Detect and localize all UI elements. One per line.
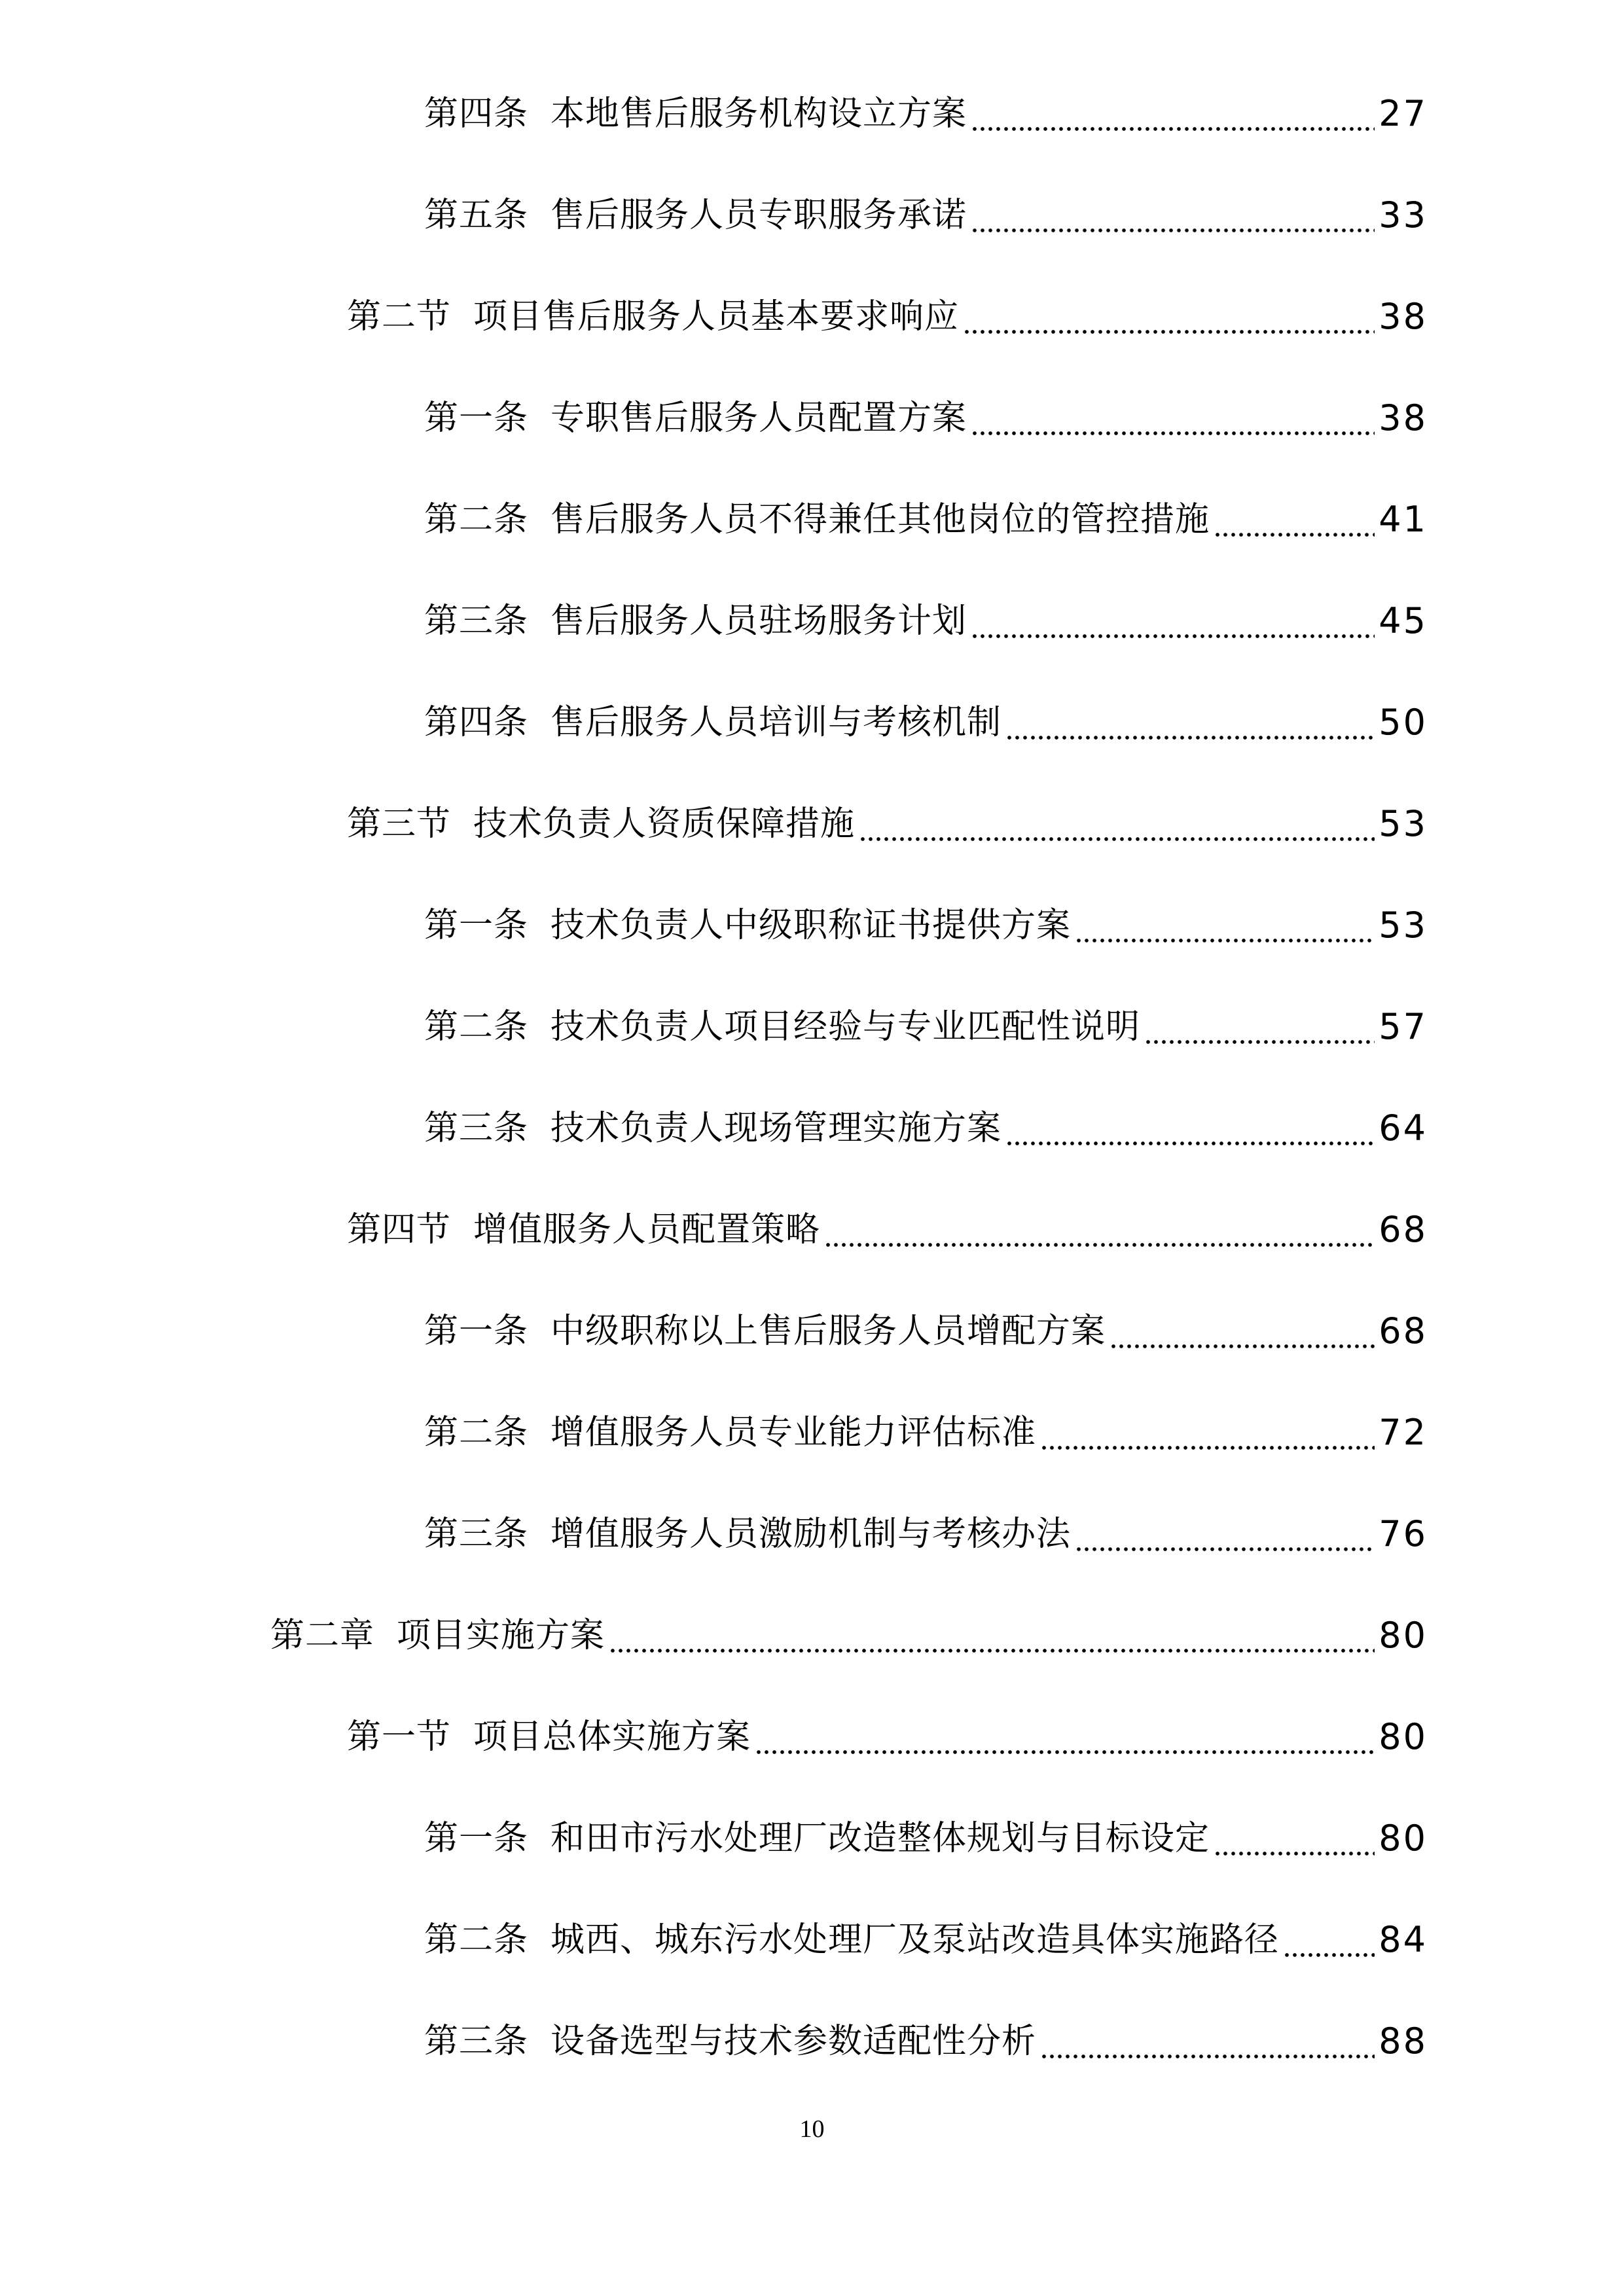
toc-entry-page-number: 68 — [1379, 1209, 1428, 1250]
toc-entry-label: 第三条 — [424, 1515, 529, 1554]
toc-entry-page-number: 76 — [1379, 1513, 1428, 1554]
toc-entry-text — [424, 88, 967, 140]
toc-entry-text — [424, 2015, 1036, 2068]
page-number-footer: 10 — [799, 2115, 825, 2143]
toc-entry-label: 第四条 — [424, 703, 529, 742]
dot-leader — [971, 392, 1375, 444]
toc-entry-title: 技术负责人中级职称证书提供方案 — [550, 906, 1072, 945]
dot-leader — [1075, 899, 1375, 952]
dot-leader — [1214, 1812, 1375, 1865]
toc-entry-title: 售后服务人员培训与考核机制 — [550, 703, 1002, 742]
toc-entry-title: 增值服务人员配置策略 — [473, 1210, 821, 1249]
toc-entry-page-number: 45 — [1379, 600, 1428, 641]
toc-entry-text — [347, 798, 855, 850]
toc-entry-label: 第三节 — [347, 804, 452, 844]
toc-entry-page-number: 33 — [1379, 194, 1428, 236]
toc-entry-page-number: 80 — [1379, 1615, 1428, 1656]
toc-entry-page-number: 84 — [1379, 1919, 1428, 1960]
toc-entry-text — [270, 1609, 605, 1662]
toc-entry-label: 第三条 — [424, 601, 529, 641]
toc-entry-title: 售后服务人员专职服务承诺 — [550, 196, 967, 235]
toc-entry-label: 第一条 — [424, 1312, 529, 1351]
toc-entry-label: 第二章 — [270, 1616, 375, 1655]
toc-entry-label: 第二条 — [424, 1413, 529, 1452]
toc-entry-label: 第一条 — [424, 399, 529, 438]
dot-leader — [1005, 696, 1375, 749]
toc-entry-label: 第二条 — [424, 1920, 529, 1960]
toc-entry-label: 第一节 — [347, 1717, 452, 1757]
toc-entry-text — [424, 1407, 1036, 1459]
toc-entry-page-number: 72 — [1379, 1412, 1428, 1453]
toc-entry[interactable] — [424, 1305, 1428, 1357]
toc-entry-label: 第二节 — [347, 297, 452, 336]
toc-entry-label: 第一条 — [424, 1819, 529, 1858]
toc-entry-label: 第五条 — [424, 196, 529, 235]
toc-entry-label: 第四节 — [347, 1210, 452, 1249]
toc-entry-text — [424, 493, 1210, 546]
toc-entry-page-number: 41 — [1379, 499, 1428, 540]
toc-entry-title: 项目实施方案 — [397, 1616, 605, 1655]
toc-entry-page-number: 88 — [1379, 2020, 1428, 2062]
toc-entry-text — [424, 1001, 1140, 1053]
toc-entry-title: 和田市污水处理厂改造整体规划与目标设定 — [550, 1819, 1210, 1858]
dot-leader — [1040, 2015, 1375, 2068]
toc-entry-text — [347, 291, 959, 343]
toc-entry-page-number: 50 — [1379, 702, 1428, 743]
toc-entry-title: 售后服务人员驻场服务计划 — [550, 601, 967, 641]
toc-entry-text — [424, 595, 967, 647]
toc-entry-page-number: 38 — [1379, 296, 1428, 337]
toc-entry-text — [424, 392, 967, 444]
dot-leader — [1144, 1001, 1375, 1053]
dot-leader — [859, 798, 1375, 850]
toc-entry-text — [424, 189, 967, 242]
toc-entry-text — [424, 1102, 1001, 1155]
dot-leader — [1214, 493, 1375, 546]
toc-entry[interactable] — [424, 493, 1428, 546]
toc-entry[interactable] — [424, 1102, 1428, 1155]
toc-entry-label: 第三条 — [424, 1109, 529, 1148]
toc-entry[interactable] — [424, 392, 1428, 444]
toc-entry-page-number: 64 — [1379, 1107, 1428, 1149]
toc-entry-page-number: 27 — [1379, 93, 1428, 134]
toc-entry-text — [347, 1204, 820, 1256]
toc-entry[interactable] — [424, 1407, 1428, 1459]
toc-entry-label: 第一条 — [424, 906, 529, 945]
toc-entry-title: 技术负责人现场管理实施方案 — [550, 1109, 1002, 1148]
toc-entry[interactable] — [347, 798, 1428, 850]
toc-entry-title: 项目售后服务人员基本要求响应 — [473, 297, 960, 336]
dot-leader — [1075, 1508, 1375, 1560]
toc-entry-page-number: 80 — [1379, 1716, 1428, 1757]
toc-entry[interactable] — [424, 595, 1428, 647]
toc-entry-text — [424, 1914, 1279, 1966]
toc-entry-label: 第三条 — [424, 2022, 529, 2061]
dot-leader — [963, 291, 1375, 343]
dot-leader — [824, 1204, 1375, 1256]
toc-entry-text — [347, 1711, 751, 1763]
dot-leader — [1040, 1407, 1375, 1459]
toc-entry-label: 第二条 — [424, 1007, 529, 1047]
toc-entry[interactable] — [424, 1914, 1428, 1966]
toc-entry[interactable] — [347, 1204, 1428, 1256]
toc-entry-label: 第二条 — [424, 500, 529, 539]
toc-entry[interactable] — [424, 696, 1428, 749]
toc-entry-text — [424, 1812, 1210, 1865]
dot-leader — [971, 88, 1375, 140]
toc-entry-page-number: 53 — [1379, 803, 1428, 844]
toc-entry[interactable] — [347, 291, 1428, 343]
toc-entry-text — [424, 899, 1071, 952]
toc-entry-page-number: 57 — [1379, 1006, 1428, 1047]
dot-leader — [971, 189, 1375, 242]
toc-entry-page-number: 68 — [1379, 1310, 1428, 1352]
toc-entry[interactable] — [424, 1001, 1428, 1053]
toc-entry[interactable] — [424, 189, 1428, 242]
toc-entry-page-number: 53 — [1379, 905, 1428, 946]
toc-entry-title: 项目总体实施方案 — [473, 1717, 751, 1757]
toc-entry[interactable] — [424, 1508, 1428, 1560]
toc-entry-title: 本地售后服务机构设立方案 — [550, 94, 967, 134]
dot-leader — [609, 1609, 1375, 1662]
toc-entry-title: 中级职称以上售后服务人员增配方案 — [550, 1312, 1106, 1351]
toc-entry-title: 技术负责人项目经验与专业匹配性说明 — [550, 1007, 1141, 1047]
toc-entry-text — [424, 1305, 1106, 1357]
toc-entry-title: 增值服务人员激励机制与考核办法 — [550, 1515, 1072, 1554]
toc-entry-text — [424, 1508, 1071, 1560]
toc-entry-label: 第四条 — [424, 94, 529, 134]
toc-entry-title: 增值服务人员专业能力评估标准 — [550, 1413, 1037, 1452]
toc-entry[interactable] — [424, 88, 1428, 140]
toc-entry[interactable] — [347, 1711, 1428, 1763]
toc-entry[interactable] — [270, 1609, 1428, 1662]
toc-entry-text — [424, 696, 1001, 749]
dot-leader — [755, 1711, 1375, 1763]
toc-entry-page-number: 80 — [1379, 1818, 1428, 1859]
dot-leader — [1110, 1305, 1375, 1357]
toc-entry-title: 设备选型与技术参数适配性分析 — [550, 2022, 1037, 2061]
toc-entry-title: 城西、城东污水处理厂及泵站改造具体实施路径 — [550, 1920, 1280, 1960]
toc-entry[interactable] — [424, 899, 1428, 952]
toc-entry-title: 售后服务人员不得兼任其他岗位的管控措施 — [550, 500, 1210, 539]
dot-leader — [1005, 1102, 1375, 1155]
toc-entry[interactable] — [424, 2015, 1428, 2068]
toc-entry[interactable] — [424, 1812, 1428, 1865]
dot-leader — [1283, 1914, 1375, 1966]
toc-entry-title: 专职售后服务人员配置方案 — [550, 399, 967, 438]
dot-leader — [971, 595, 1375, 647]
toc-entry-page-number: 38 — [1379, 397, 1428, 439]
toc-entry-title: 技术负责人资质保障措施 — [473, 804, 856, 844]
